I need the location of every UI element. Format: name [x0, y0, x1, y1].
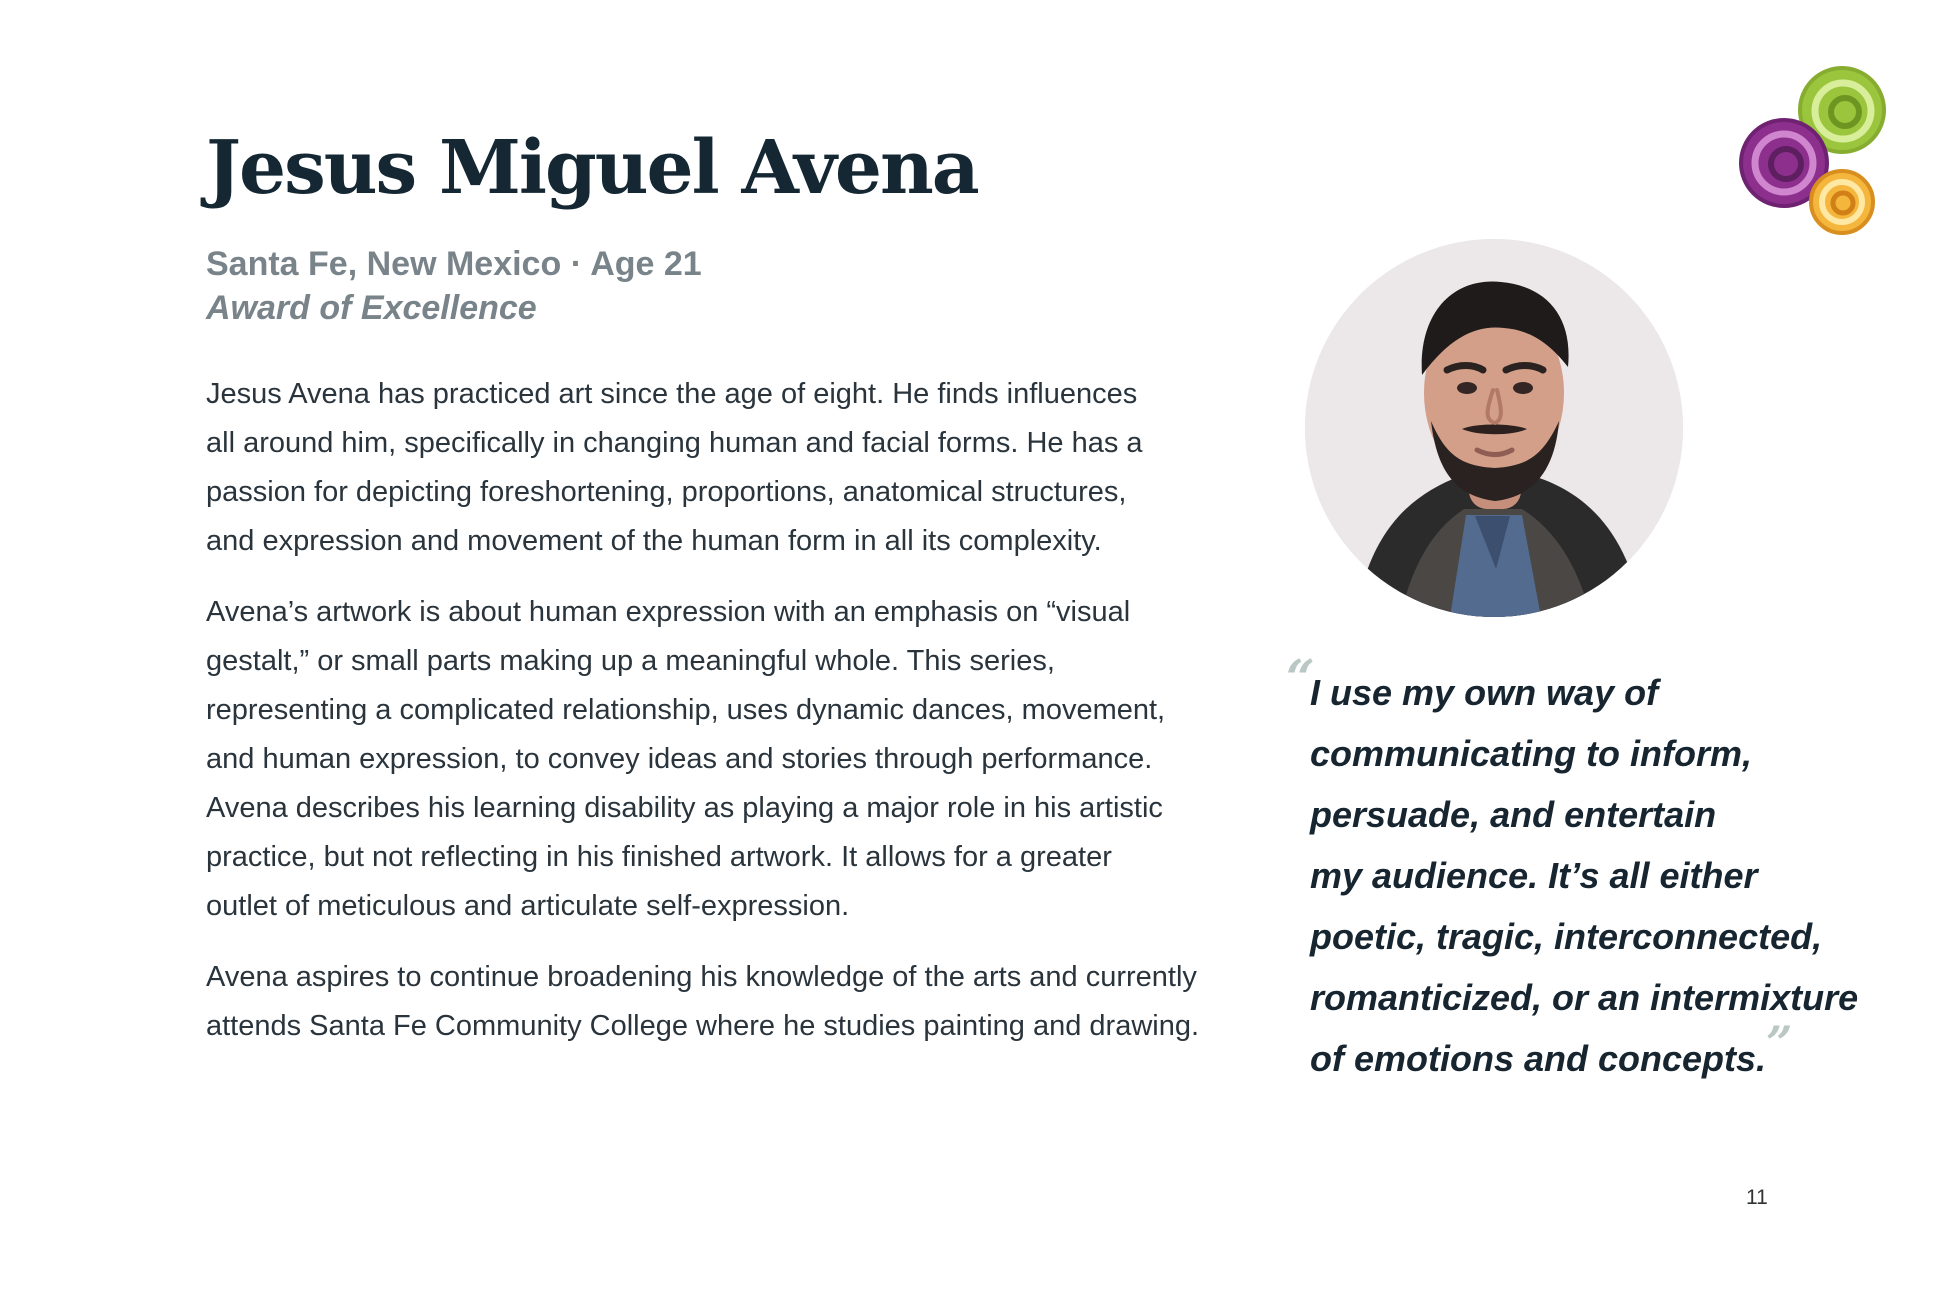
- bio-paragraph-3: [206, 953, 1216, 1051]
- quote-line: I use my own way of: [1310, 672, 1659, 713]
- close-quote-mark: ”: [1766, 1016, 1793, 1070]
- quote-line: persuade, and entertain: [1310, 794, 1717, 835]
- bio-line: Avena’s artwork is about human expression with an emphasis on “visual: [206, 595, 1131, 628]
- artist-age: Age 21: [590, 244, 702, 283]
- artist-bio: [206, 370, 1216, 1051]
- open-quote-mark: “: [1286, 648, 1315, 707]
- quote-line: romanticized, or an intermixture: [1310, 977, 1859, 1018]
- artist-name: Jesus Miguel Avena: [206, 125, 978, 211]
- artist-location-age: [206, 242, 1216, 286]
- award-title: Award of Excellence: [206, 288, 537, 327]
- bio-line: and human expression, to convey ideas and stories through performance.: [206, 742, 1153, 775]
- artist-portrait: [1305, 239, 1683, 617]
- bio-line: outlet of meticulous and articulate self-expression.: [206, 889, 850, 922]
- bio-line: attends Santa Fe Community College where he studies painting and drawing.: [206, 1009, 1200, 1042]
- quote-line: of emotions and concepts.: [1310, 1038, 1767, 1079]
- artist-quote: [1286, 648, 1900, 1089]
- bio-paragraph-1: [206, 370, 1216, 566]
- meta-separator: ·: [570, 244, 583, 283]
- bio-line: practice, but not reflecting in his finished artwork. It allows for a greater: [206, 840, 1112, 873]
- artist-location: Santa Fe, New Mexico: [206, 244, 562, 283]
- quote-line: communicating to inform,: [1310, 733, 1753, 774]
- bio-line: Avena describes his learning disability as playing a major role in his artistic: [206, 791, 1163, 824]
- bio-line: passion for depicting foreshortening, proportions, anatomical structures,: [206, 475, 1127, 508]
- quote-last-line: [1310, 1016, 1900, 1089]
- bio-line: representing a complicated relationship, uses dynamic dances, movement,: [206, 693, 1166, 726]
- bio-line: gestalt,” or small parts making up a meaningful whole. This series,: [206, 644, 1055, 677]
- quote-line: poetic, tragic, interconnected,: [1310, 916, 1823, 957]
- page-number: 11: [1746, 1186, 1768, 1209]
- profile-text-column: [206, 125, 1216, 1073]
- bio-line: all around him, specifically in changing human and facial forms. He has a: [206, 426, 1143, 459]
- bio-line: Avena aspires to continue broadening his knowledge of the arts and currently: [206, 960, 1197, 993]
- swirl-logo-icon: [1732, 62, 1902, 242]
- bio-line: and expression and movement of the human form in all its complexity.: [206, 524, 1102, 557]
- bio-line: Jesus Avena has practiced art since the age of eight. He finds influences: [206, 377, 1138, 410]
- artist-portrait-icon: [1305, 239, 1683, 617]
- quote-line: my audience. It’s all either: [1310, 855, 1758, 896]
- bio-paragraph-2: [206, 588, 1216, 931]
